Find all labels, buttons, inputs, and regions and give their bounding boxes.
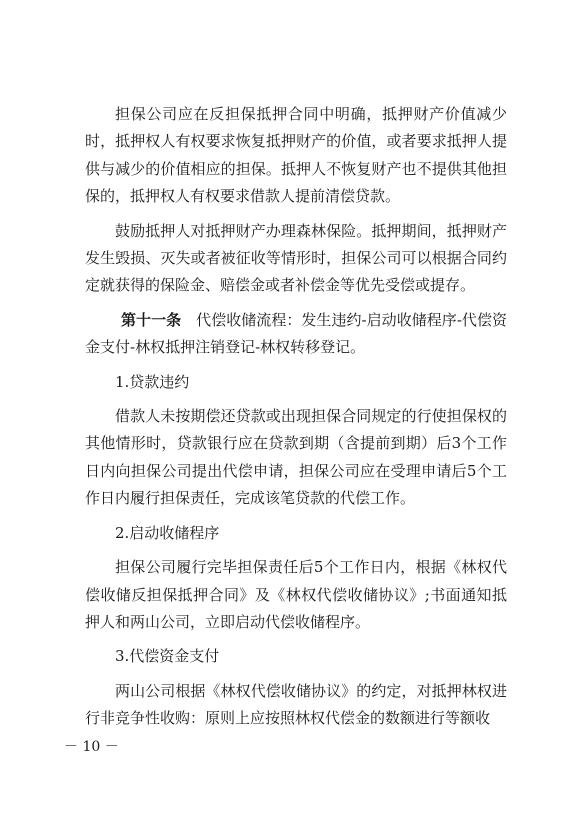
paragraph-collateral-value: 担保公司应在反担保抵押合同中明确，抵押财产价值减少时，抵押权人有权要求恢复抵押财产的价值，或者要求抵押人提供与减少的价值相应的担保。抵押人不恢复财产也不提供其他担保的，抵押权人有权要求借款人提前清偿贷款。 <box>85 105 507 206</box>
page-number: － 10 － <box>64 739 119 755</box>
paragraph-loan-default: 借款人未按期偿还贷款或出现担保合同规定的行使担保权的其他情形时，贷款银行应在贷款到期（含提前到期）后3个工作日内向担保公司提出代偿申请，担保公司应在受理申请后5个工作日内履行担保责任，完成该笔贷款的代偿工作。 <box>85 407 507 508</box>
paragraph-start-acquisition: 担保公司履行完毕担保责任后5个工作日内，根据《林权代偿收储反担保抵押合同》及《林权代偿收储协议》;书面通知抵押人和两山公司，立即启动代偿收储程序。 <box>85 558 507 631</box>
heading-start-acquisition: 2.启动收储程序 <box>115 523 220 542</box>
heading-compensation-payment: 3.代偿资金支付 <box>115 647 220 666</box>
paragraph-compensation-payment: 两山公司根据《林权代偿收储协议》的约定，对抵押林权进行非竞争性收购：原则上应按照林权代偿金的数额进行等额收 <box>85 681 507 728</box>
article-eleven-text: 代偿收储流程：发生违约-启动收储程序-代偿资金支付-林权抵押注销登记-林权转移登记。 <box>85 310 507 357</box>
article-eleven <box>85 307 507 362</box>
article-number: 第十一条 <box>121 310 182 329</box>
heading-loan-default: 1.贷款违约 <box>115 372 190 391</box>
body-text <box>85 101 507 733</box>
paragraph-forest-insurance: 鼓励抵押人对抵押财产办理森林保险。抵押期间，抵押财产发生毁损、灭失或者被征收等情形时，担保公司可以根据合同约定就获得的保险金、赔偿金或者补偿金等优先受偿或提存。 <box>85 221 507 295</box>
